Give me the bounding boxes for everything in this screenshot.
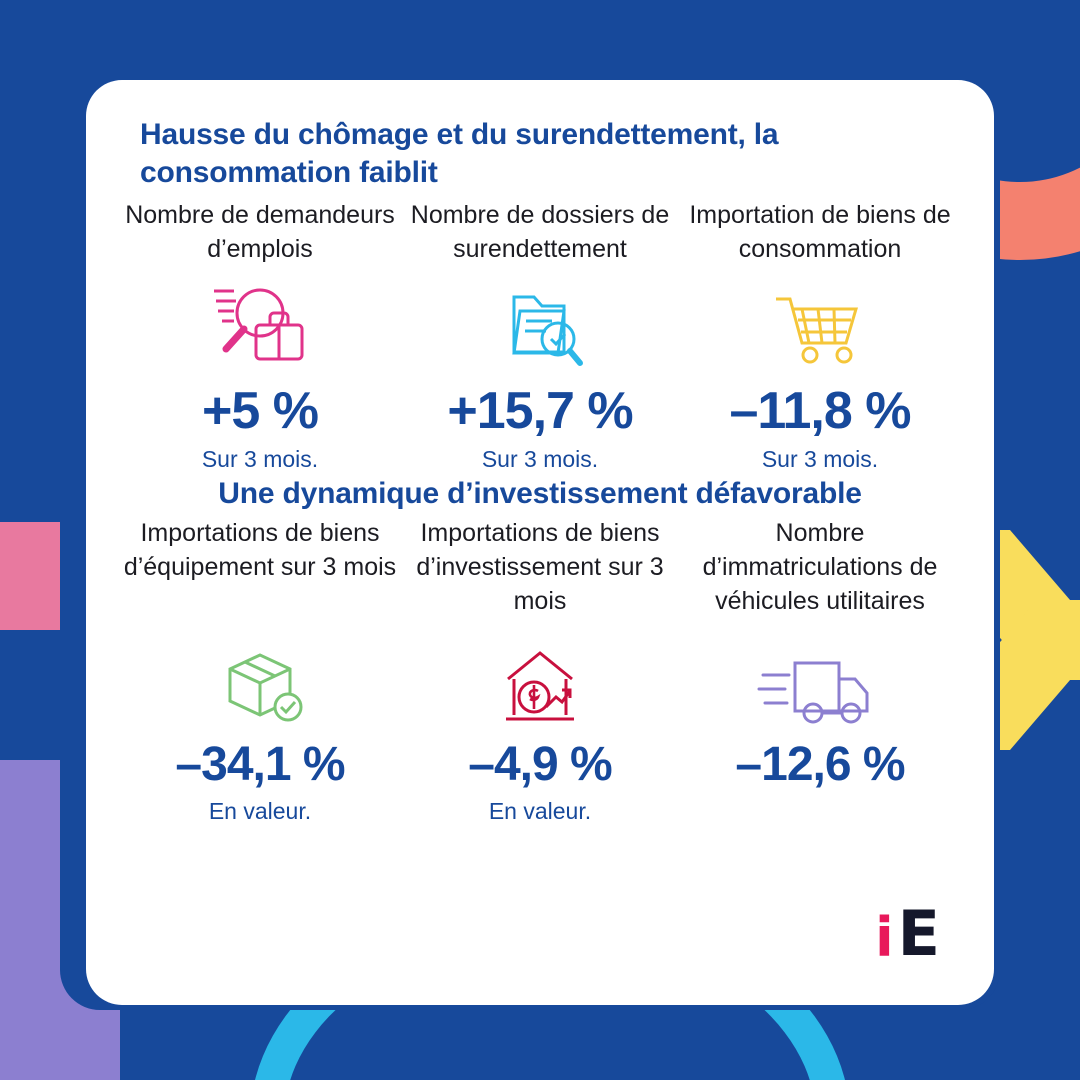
delivery-truck-icon bbox=[755, 633, 885, 737]
logo-letter-i: i bbox=[875, 906, 894, 970]
metric-label: Nombre de demandeurs d’emplois bbox=[125, 200, 395, 263]
job-search-icon bbox=[200, 273, 320, 381]
metric-label: Nombre de dossiers de surendettement bbox=[410, 200, 670, 263]
bank-dollar-icon bbox=[480, 633, 600, 737]
metric-value: +5 % bbox=[202, 381, 318, 440]
metric-note: En valeur. bbox=[208, 798, 312, 825]
metric-value: –34,1 % bbox=[175, 738, 345, 792]
metric-note: Sur 3 mois. bbox=[761, 445, 879, 472]
metric-card-overindebtedness bbox=[400, 199, 680, 473]
metric-card-jobseekers bbox=[120, 199, 400, 473]
metric-note: En valeur. bbox=[488, 798, 592, 825]
metric-note: Sur 3 mois. bbox=[481, 445, 599, 472]
metric-card-investment-goods-imports bbox=[400, 517, 680, 825]
metrics-row-investment bbox=[120, 517, 960, 825]
metric-value: +15,7 % bbox=[447, 381, 633, 440]
section-title-consumption: Hausse du chômage et du surendettement, la consommation faiblit bbox=[140, 118, 779, 190]
section-title-investment: Une dynamique d’investissement défavorable bbox=[218, 476, 862, 510]
metric-card-consumer-goods-imports bbox=[680, 199, 960, 473]
shopping-cart-icon bbox=[760, 273, 880, 381]
metric-card-utility-vehicle-registrations bbox=[680, 517, 960, 798]
package-check-icon bbox=[200, 633, 320, 737]
metrics-row-consumption bbox=[120, 199, 960, 473]
logo-letter-e: E bbox=[897, 897, 940, 971]
infographic-card bbox=[86, 80, 994, 1005]
metric-value: –4,9 % bbox=[468, 738, 612, 792]
metric-value: –11,8 % bbox=[729, 381, 911, 440]
metric-label: Importations de biens d’investissement sur 3 mois bbox=[416, 519, 664, 615]
metric-label: Importations de biens d’équipement sur 3 mois bbox=[123, 519, 397, 581]
metric-value: –12,6 % bbox=[735, 738, 905, 792]
document-review-icon bbox=[480, 273, 600, 381]
metric-note: Sur 3 mois. bbox=[201, 445, 319, 472]
metric-label: Importation de biens de consommation bbox=[689, 200, 951, 263]
metric-card-equipment-imports bbox=[120, 517, 400, 825]
logo bbox=[875, 897, 940, 971]
metric-label: Nombre d’immatriculations de véhicules utilitaires bbox=[702, 519, 938, 615]
